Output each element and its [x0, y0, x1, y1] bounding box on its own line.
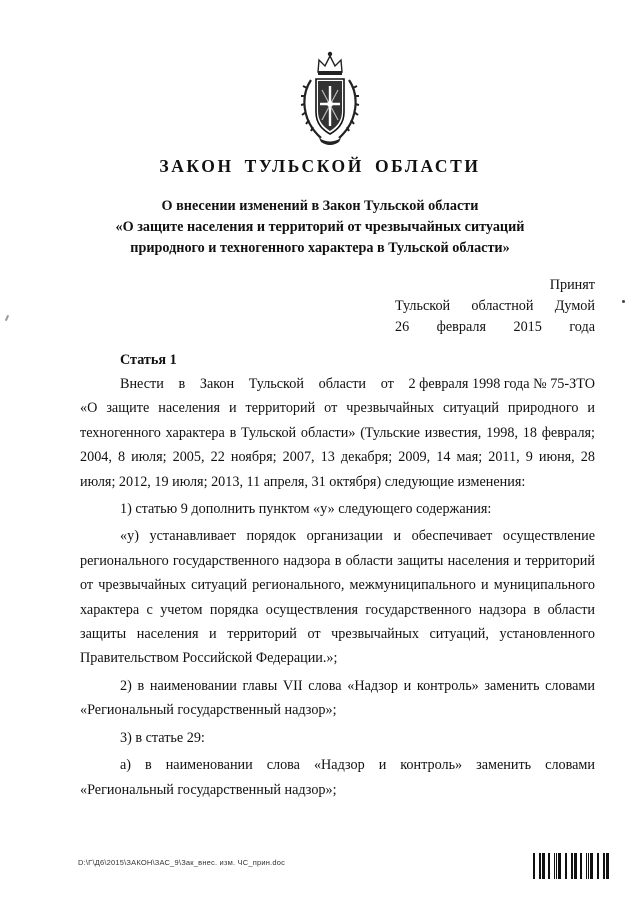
subtitle-line: «О защите населения и территорий от чрезвычайных ситуаций	[115, 219, 525, 235]
adopted-label: Принят	[549, 277, 595, 293]
barcode-bar	[560, 853, 561, 879]
barcode-bar	[542, 853, 543, 879]
law-subtitle	[60, 196, 580, 259]
barcode-bar	[539, 853, 541, 879]
barcode-bar	[598, 853, 599, 879]
paragraph: а) в наименовании слова «Надзор и контроль» заменить словами «Региональный государственный надзор»;	[80, 757, 595, 798]
adoption-block	[395, 275, 595, 338]
barcode-bar	[533, 853, 534, 879]
paragraph: 1) статью 9 дополнить пунктом «у» следующего содержания:	[120, 501, 492, 518]
paragraph: 2) в наименовании главы VII слова «Надзор и контроль» заменить словами «Региональный государственный надзор»;	[80, 677, 595, 719]
barcode-bar	[586, 853, 587, 879]
barcode-bar	[590, 853, 591, 879]
barcode-bar	[588, 853, 589, 879]
barcode-bar	[607, 853, 609, 879]
barcode-bar	[554, 853, 555, 879]
subtitle-line: природного и техногенного характера в Тульской области»	[130, 240, 510, 256]
barcode-bar	[565, 853, 566, 879]
scan-speck	[622, 300, 625, 303]
barcode-bar	[534, 853, 535, 879]
barcode-bar	[574, 853, 575, 879]
paragraph-line: Внести в Закон Тульской области от 2 февраля 1998 года № 75-ЗТО	[120, 376, 595, 392]
barcode-bar	[592, 853, 593, 879]
barcode	[533, 853, 611, 879]
barcode-bar	[543, 853, 545, 879]
barcode-bar	[548, 853, 550, 879]
subtitle-line: О внесении изменений в Закон Тульской области	[161, 198, 479, 214]
barcode-bar	[571, 853, 573, 879]
barcode-bar	[559, 853, 560, 879]
barcode-bar	[606, 853, 607, 879]
paragraph: «у) устанавливает порядок организации и обеспечивает осуществление регионального государственного надзора в области защиты населения и территорий от чрезвычайных ситуаций регионального, межмуниципального и муниципального характера с учетом порядка осуществления государственного надзора в области защиты населения и территорий от чрезвычайных ситуаций, установленного Правительством Российской Федерации.»;	[80, 528, 595, 667]
barcode-bar	[556, 853, 557, 879]
article-heading: Статья 1	[120, 352, 177, 368]
barcode-bar	[566, 853, 567, 879]
barcode-bar	[580, 853, 582, 879]
scan-speck	[5, 315, 9, 321]
barcode-bar	[575, 853, 577, 879]
barcode-bar	[558, 853, 559, 879]
paragraph: «О защите населения и территорий от чрезвычайных ситуаций природного и техногенного характера в Тульской области» (Тульские известия, 1998, 18 февраля; 2004, 8 июля; 2005, 22 ноября; 2007, 13 декабря; 2009, 14 мая; 2011, 9 июня, 28 июля; 2012, 19 июля; 2013, 11 апреля, 31 октября) следующие изменения:	[80, 400, 595, 490]
paragraph: 3) в статье 29:	[120, 729, 205, 746]
barcode-bar	[603, 853, 605, 879]
file-path: D:\Г\Д6\2015\ЗАКОН\ЗАС_9\Зак_внес. изм. ЧС_прин.doc	[78, 858, 286, 867]
law-title: ЗАКОН ТУЛЬСКОЙ ОБЛАСТИ	[159, 156, 481, 176]
adopted-date: 26 февраля 2015 года	[395, 319, 595, 335]
barcode-bar	[591, 853, 592, 879]
coat-of-arms-emblem	[299, 50, 361, 150]
adopted-by: Тульской областной Думой	[395, 298, 595, 314]
document-body	[80, 348, 595, 805]
barcode-bar	[597, 853, 598, 879]
